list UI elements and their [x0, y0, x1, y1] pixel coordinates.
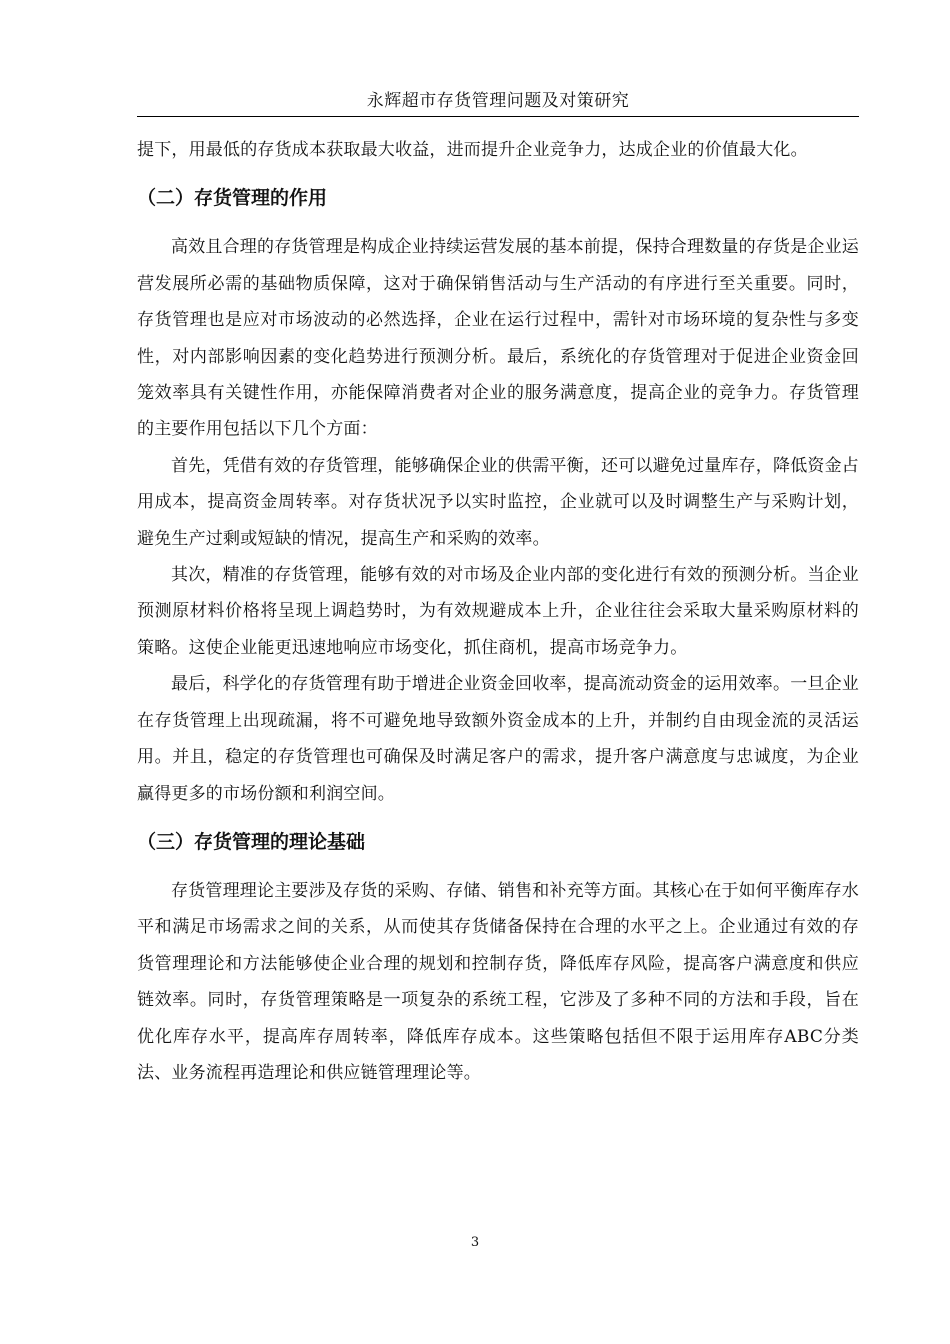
section-heading-theory: （三）存货管理的理论基础	[137, 830, 366, 853]
section-heading-role: （二）存货管理的作用	[137, 187, 328, 210]
paragraph-role-second: 其次，精准的存货管理，能够有效的对市场及企业内部的变化进行有效的预测分析。当企业预测原材料价格将呈现上调趋势时，为有效规避成本上升，企业往往会采取大量采购原材料的策略。这使企业能更迅速地响应市场变化，抓住商机，提高市场竞争力。	[137, 565, 859, 658]
paragraph-theory: 存货管理理论主要涉及存货的采购、存储、销售和补充等方面。其核心在于如何平衡库存水平和满足市场需求之间的关系，从而使其存货储备保持在合理的水平之上。企业通过有效的存货管理理论和方法能够使企业合理的规划和控制存货，降低库存风险，提高客户满意度和供应链效率。同时，存货管理策略是一项复杂的系统工程，它涉及了多种不同的方法和手段，旨在优化库存水平，提高库存周转率，降低库存成本。这些策略包括但不限于运用库存ABC分类法、业务流程再造理论和供应链管理理论等。	[137, 880, 859, 1083]
page-body	[137, 132, 859, 1091]
running-header-title: 永辉超市存货管理问题及对策研究	[366, 91, 630, 111]
paragraph-role-first: 首先，凭借有效的存货管理，能够确保企业的供需平衡，还可以避免过量库存，降低资金占用成本，提高资金周转率。对存货状况予以实时监控，企业就可以及时调整生产与采购计划，避免生产过剩或短缺的情况，提高生产和采购的效率。	[137, 455, 859, 549]
paragraph-role-intro: 高效且合理的存货管理是构成企业持续运营发展的基本前提，保持合理数量的存货是企业运营发展所必需的基础物质保障，这对于确保销售活动与生产活动的有序进行至关重要。同时，存货管理也是应对市场波动的必然选择，企业在运行过程中，需针对市场环境的复杂性与多变性，对内部影响因素的变化趋势进行预测分析。最后，系统化的存货管理对于促进企业资金回笼效率具有关键性作用，亦能保障消费者对企业的服务满意度，提高企业的竞争力。存货管理的主要作用包括以下几个方面：	[137, 237, 859, 440]
continuation-paragraph: 提下，用最低的存货成本获取最大收益，进而提升企业竞争力，达成企业的价值最大化。	[137, 140, 808, 160]
paragraph-role-last: 最后，科学化的存货管理有助于增进企业资金回收率，提高流动资金的运用效率。一旦企业在存货管理上出现疏漏，将不可避免地导致额外资金成本的上升，并制约自由现金流的灵活运用。并且，稳定的存货管理也可确保及时满足客户的需求，提升客户满意度与忠诚度，为企业赢得更多的市场份额和利润空间。	[137, 674, 859, 804]
header-divider	[137, 116, 859, 117]
page-number: 3	[470, 1235, 480, 1250]
